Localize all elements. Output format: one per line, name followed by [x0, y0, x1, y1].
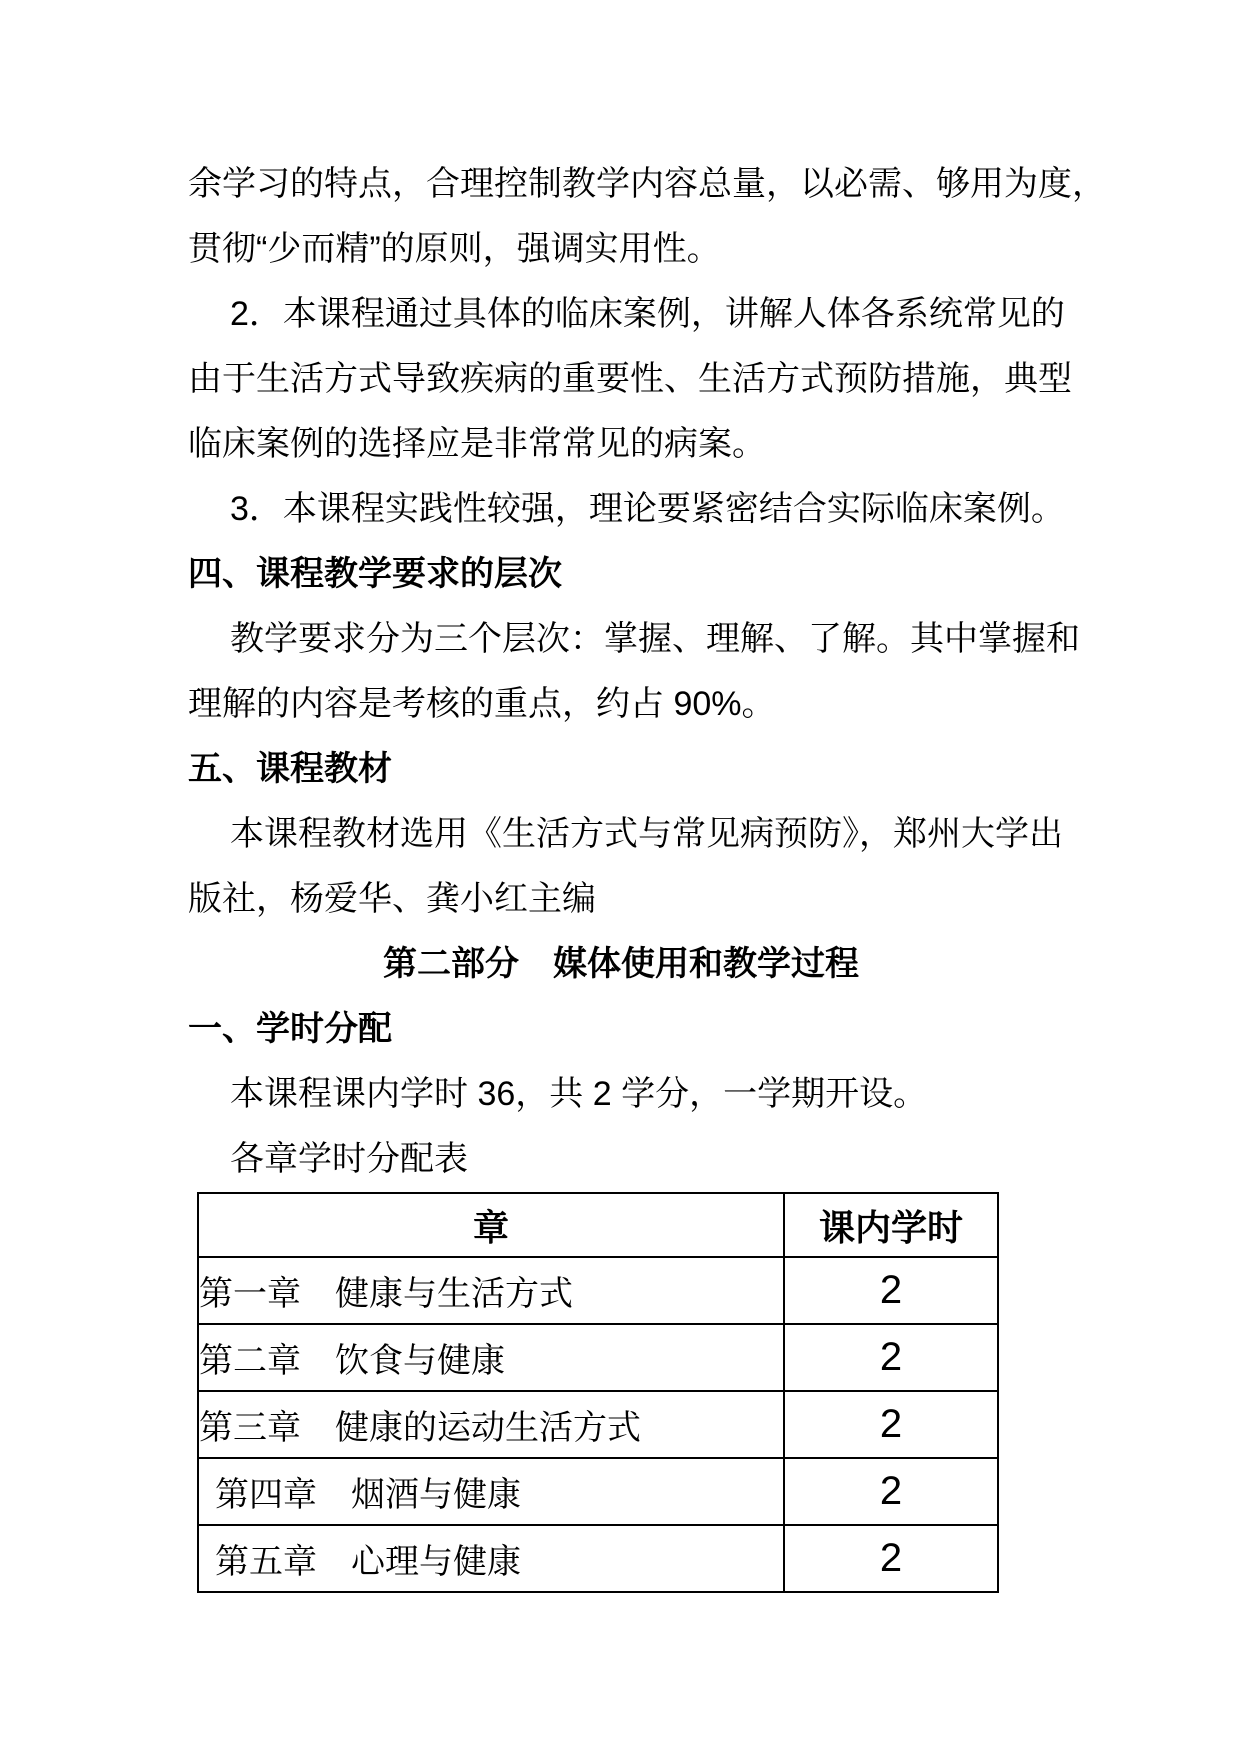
paragraph-line: 由于生活方式导致疾病的重要性、生活方式预防措施，典型	[188, 360, 1072, 398]
chapter-cell: 第一章 健康与生活方式	[198, 1257, 784, 1324]
paragraph-line: 临床案例的选择应是非常常见的病案。	[188, 425, 766, 463]
table-row	[198, 1525, 998, 1592]
paragraph-line: 教学要求分为三个层次：掌握、理解、了解。其中掌握和	[230, 620, 1080, 658]
chapter-cell: 第四章 烟酒与健康	[198, 1458, 784, 1525]
part-two-title: 第二部分 媒体使用和教学过程	[383, 945, 859, 983]
section-heading-1: 一、学时分配	[188, 1010, 392, 1048]
table-row	[198, 1458, 998, 1525]
paragraph-item-2-line: 2．本课程通过具体的临床案例，讲解人体各系统常见的	[230, 295, 1065, 333]
hours-cell: 2	[784, 1257, 998, 1324]
chapter-cell: 第三章 健康的运动生活方式	[198, 1391, 784, 1458]
paragraph-line: 贯彻“少而精”的原则，强调实用性。	[188, 230, 721, 268]
hours-cell: 2	[784, 1391, 998, 1458]
table-row	[198, 1324, 998, 1391]
paragraph-item-3-line: 3．本课程实践性较强，理论要紧密结合实际临床案例。	[230, 490, 1065, 528]
hours-table	[197, 1192, 999, 1593]
paragraph-line: 本课程课内学时 36，共 2 学分，一学期开设。	[230, 1075, 928, 1113]
paragraph-continuation-line: 余学习的特点，合理控制教学内容总量，以必需、够用为度，	[188, 165, 1106, 203]
table-header-chapter: 章	[198, 1193, 784, 1257]
section-heading-4: 四、课程教学要求的层次	[188, 555, 562, 593]
hours-cell: 2	[784, 1458, 998, 1525]
hours-cell: 2	[784, 1525, 998, 1592]
page-content	[188, 152, 1106, 1593]
hours-cell: 2	[784, 1324, 998, 1391]
table-caption-line: 各章学时分配表	[230, 1140, 468, 1178]
chapter-cell: 第二章 饮食与健康	[198, 1324, 784, 1391]
table-header-row	[198, 1193, 998, 1257]
table-row	[198, 1257, 998, 1324]
table-row	[198, 1391, 998, 1458]
paragraph-line: 理解的内容是考核的重点，约占 90%。	[188, 685, 776, 723]
paragraph-line: 本课程教材选用《生活方式与常见病预防》，郑州大学出	[230, 815, 1063, 853]
table-header-hours: 课内学时	[784, 1193, 998, 1257]
chapter-cell: 第五章 心理与健康	[198, 1525, 784, 1592]
section-heading-5: 五、课程教材	[188, 750, 392, 788]
paragraph-line: 版社，杨爱华、龚小红主编	[188, 880, 596, 918]
